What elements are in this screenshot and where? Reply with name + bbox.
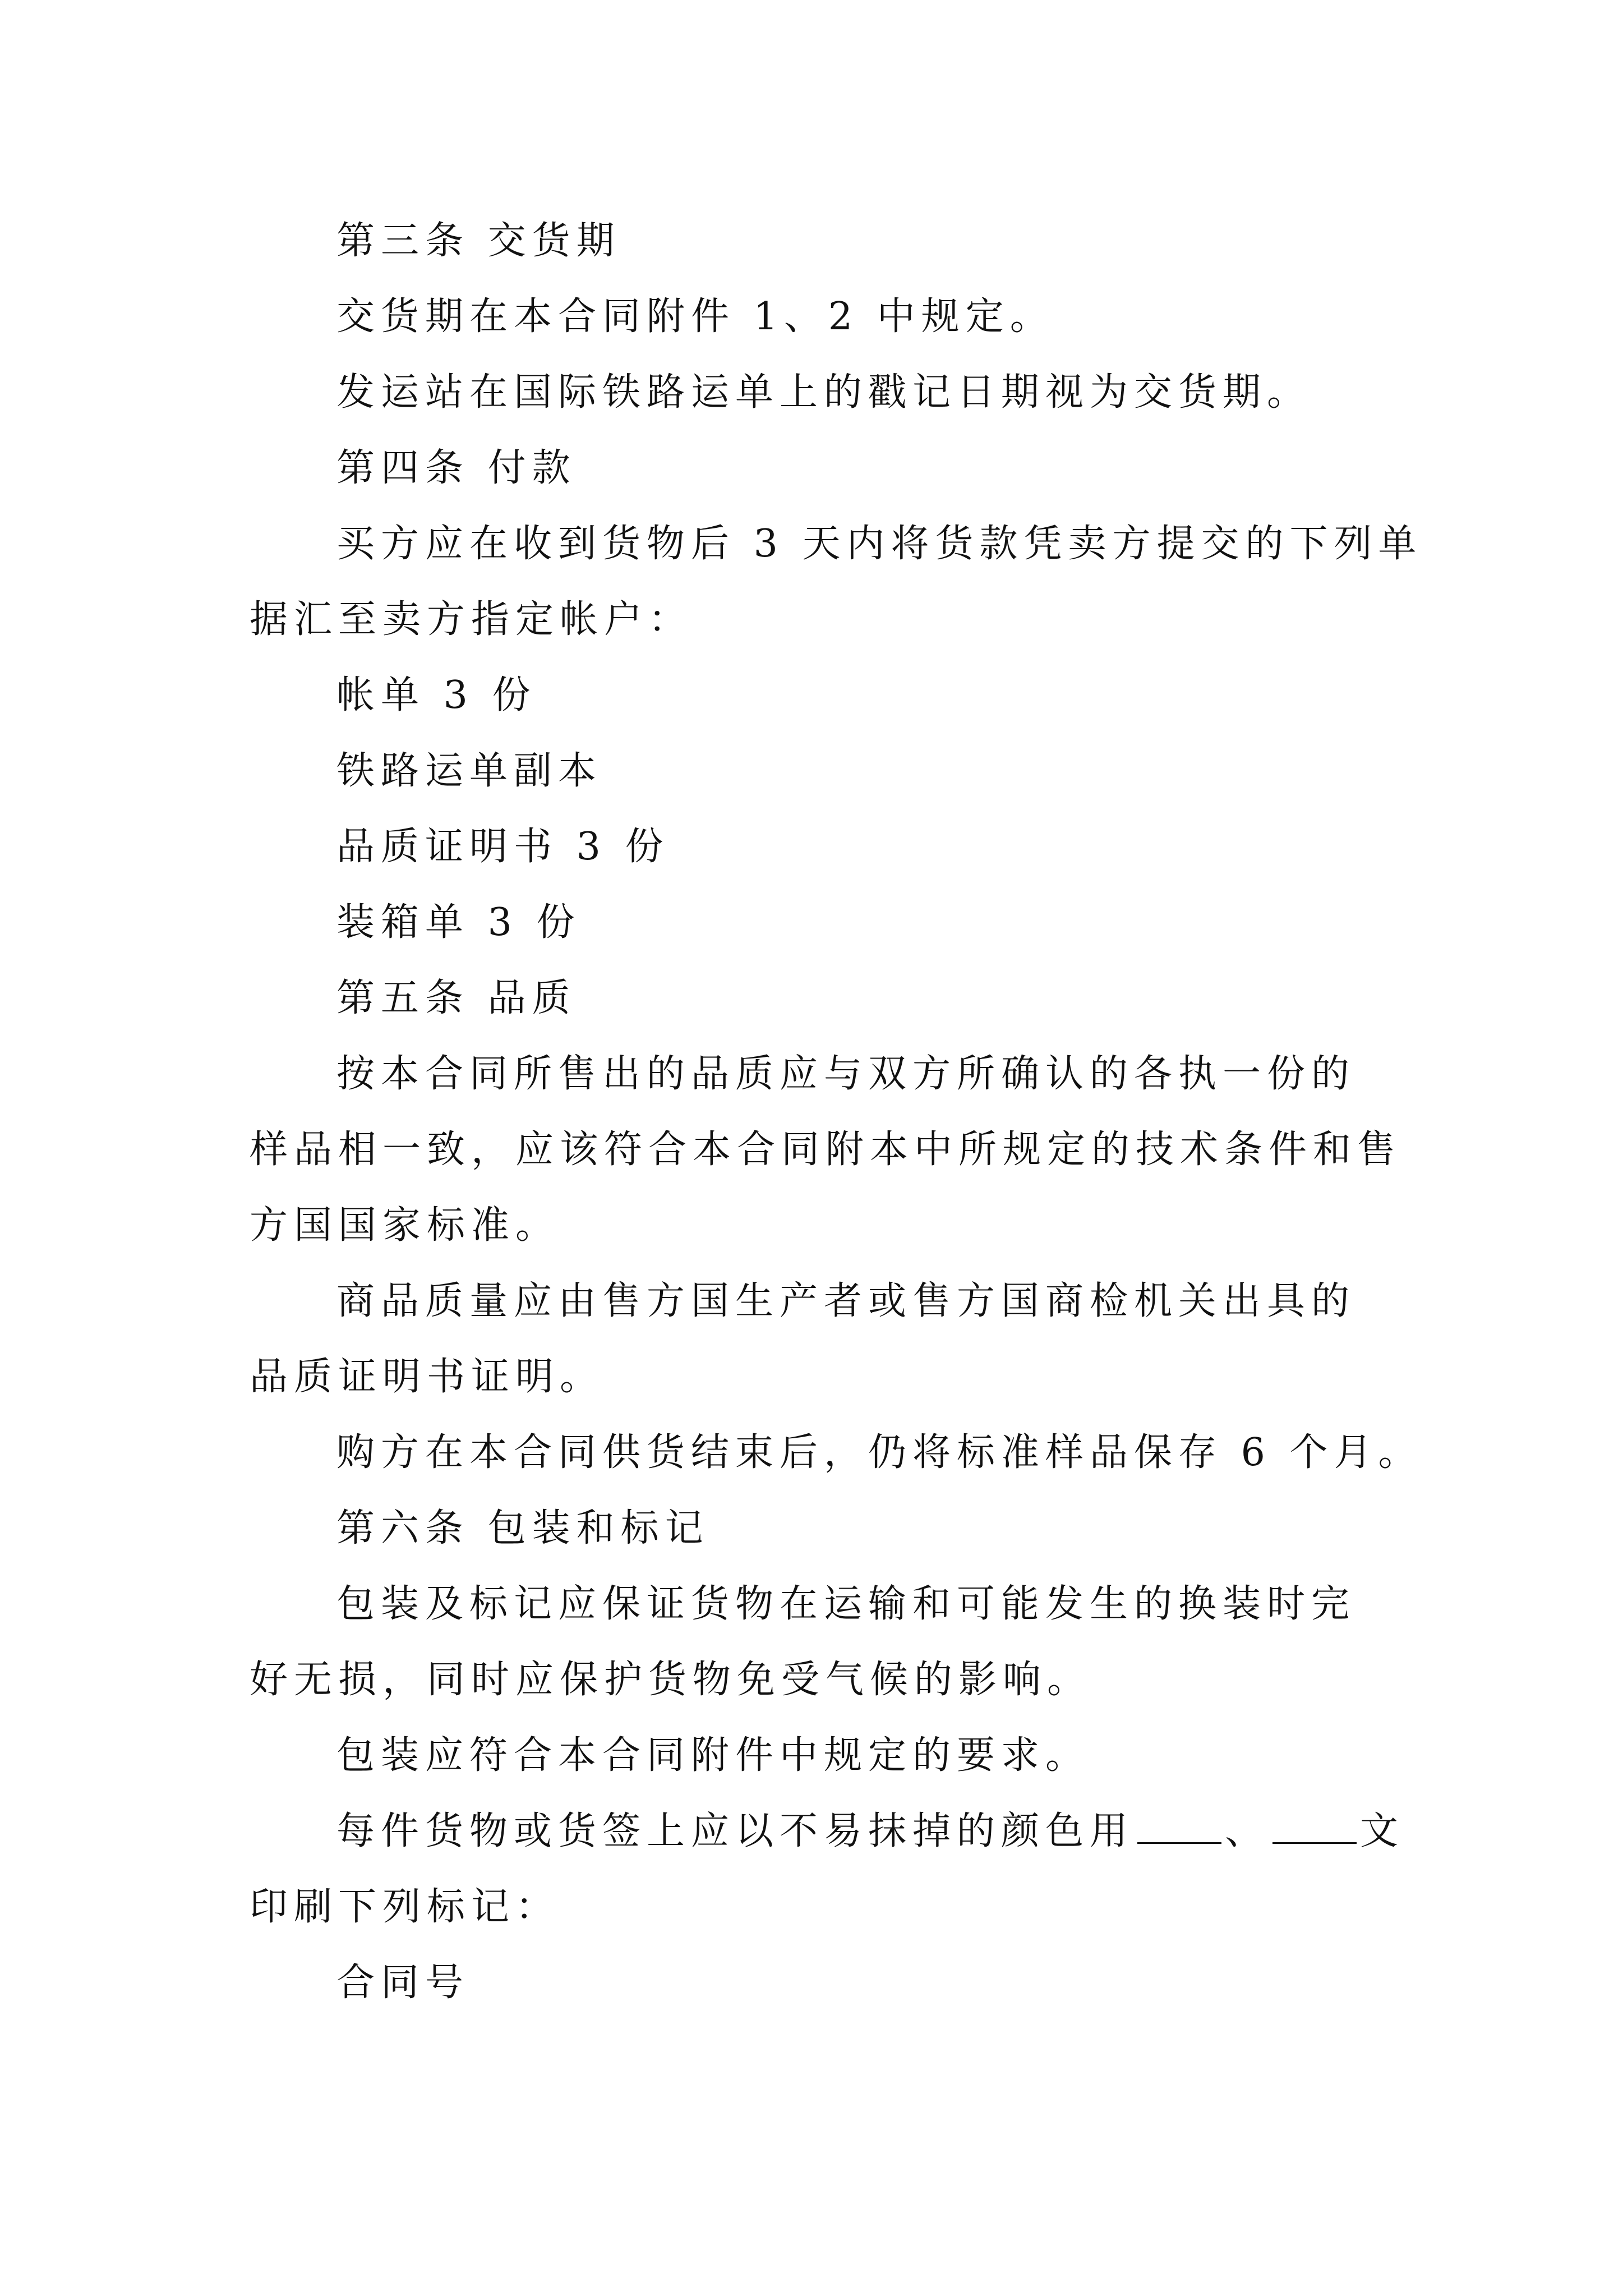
- paragraph-line: 包装及标记应保证货物在运输和可能发生的换装时完: [336, 1582, 1356, 1626]
- paragraph-line: 发运站在国际铁路运单上的戳记日期视为交货期。: [336, 370, 1312, 415]
- article-3-heading: 第三条 交货期: [336, 219, 621, 263]
- list-item: 帐单 3 份: [336, 673, 537, 717]
- paragraph-line: 商品质量应由售方国生产者或售方国商检机关出具的: [336, 1279, 1356, 1323]
- paragraph-line: 包装应符合本合同附件中规定的要求。: [336, 1733, 1090, 1778]
- paragraph-line: 交货期在本合同附件 1、2 中规定。: [336, 295, 1054, 339]
- list-item: 装箱单 3 份: [336, 900, 581, 945]
- list-item: 品质证明书 3 份: [336, 825, 670, 869]
- paragraph-line: 买方应在收到货物后 3 天内将货款凭卖方提交的下列单: [336, 522, 1423, 566]
- paragraph-line: 品质证明书证明。: [250, 1355, 605, 1399]
- paragraph-line: 方国国家标准。: [250, 1203, 560, 1248]
- paragraph-line: 样品相一致，应该符合本合同附本中所规定的技术条件和售: [250, 1128, 1402, 1172]
- paragraph-line: 好无损，同时应保护货物免受气候的影响。: [250, 1658, 1092, 1702]
- language-suffix-text: 文: [1360, 1809, 1405, 1853]
- separator-text: 、: [1225, 1809, 1270, 1853]
- article-6-heading: 第六条 包装和标记: [336, 1506, 709, 1550]
- fill-in-blank-2: [1272, 1807, 1357, 1844]
- fill-in-blank-1: [1137, 1807, 1221, 1844]
- list-item: 铁路运单副本: [336, 749, 603, 793]
- article-4-heading: 第四条 付款: [336, 446, 577, 490]
- paragraph-line: 据汇至卖方指定帐户：: [250, 597, 693, 642]
- paragraph-line-with-blanks: [336, 1803, 1404, 1860]
- marking-text: 每件货物或货签上应以不易抹掉的颜色用: [336, 1809, 1135, 1853]
- paragraph-line: 印刷下列标记：: [250, 1885, 560, 1929]
- paragraph-line: 购方在本合同供货结束后，仍将标准样品保存 6 个月。: [336, 1430, 1423, 1475]
- list-item: 合同号: [336, 1961, 470, 2005]
- article-5-heading: 第五条 品质: [336, 976, 577, 1020]
- paragraph-line: 按本合同所售出的品质应与双方所确认的各执一份的: [336, 1052, 1356, 1096]
